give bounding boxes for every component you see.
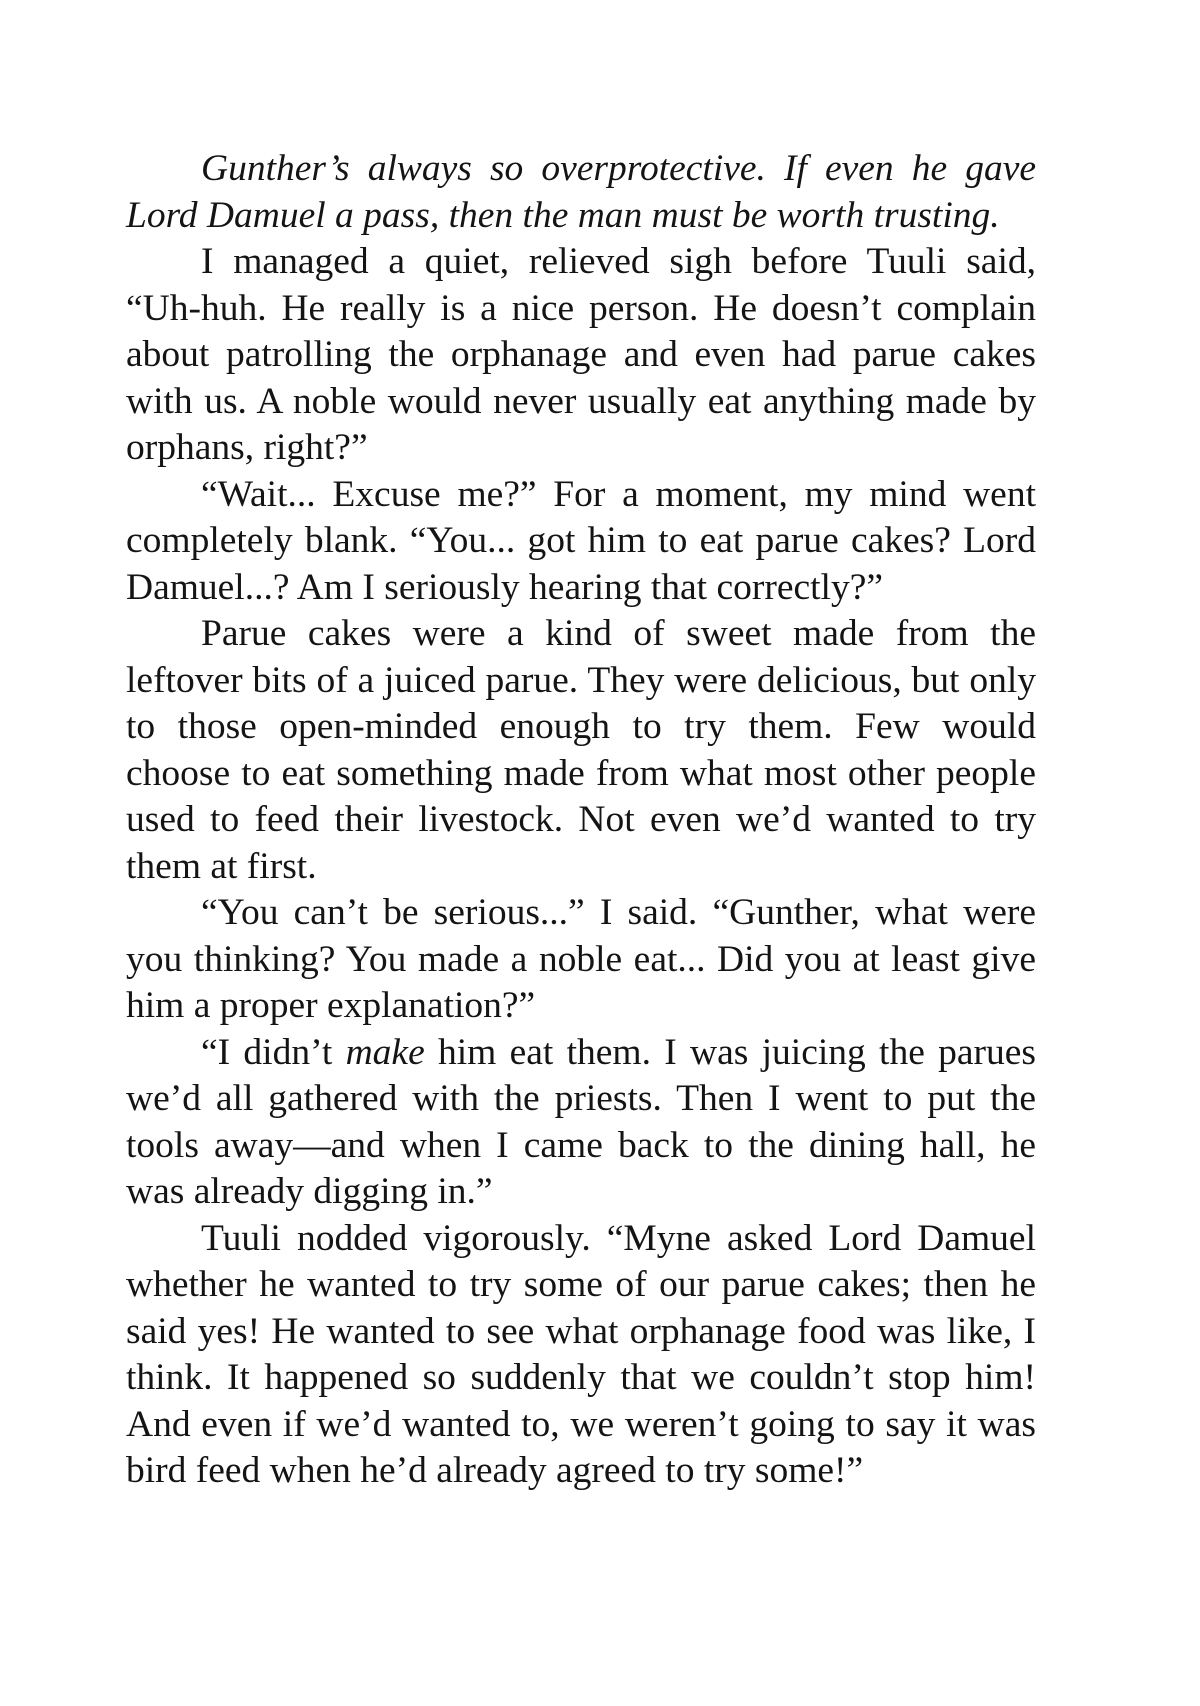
- paragraph-1: [126, 146, 1036, 239]
- paragraph-3: [126, 472, 1036, 612]
- paragraph-7: [126, 1216, 1036, 1495]
- paragraph-text: Tuuli nodded vigorously. “Myne asked Lord Damuel whether he wanted to try some of our parue cakes; then he said yes! He wanted to see what orphanage food was like, I think. It happened so suddenly that we couldn’t stop him! And even if we’d wanted to, we weren’t going to say it was bird feed when he’d already agreed to try some!”: [126, 1217, 1036, 1491]
- paragraph-text: “Wait... Excuse me?” For a moment, my mind went completely blank. “You... got him to eat parue cakes? Lord Damuel...? Am I seriously hearing that correctly?”: [126, 473, 1036, 608]
- paragraph-2: [126, 239, 1036, 472]
- emphasis-text: make: [345, 1031, 425, 1073]
- inner-thought-text: Gunther’s always so overprotective. If even he gave Lord Damuel a pass, then the man must be worth trusting.: [126, 148, 1036, 236]
- paragraph-text: him eat them. I was juicing the parues we’d all gathered with the priests. Then I went to put the tools away—and when I came back to the dining hall, he was already digging in.”: [126, 1031, 1036, 1212]
- paragraph-5: [126, 890, 1036, 1030]
- book-page-body: [126, 146, 1036, 1495]
- paragraph-text: “I didn’t: [201, 1031, 346, 1073]
- paragraph-text: Parue cakes were a kind of sweet made from the leftover bits of a juiced parue. They were delicious, but only to those open-minded enough to try them. Few would choose to eat something made from what most other people used to feed their livestock. Not even we’d wanted to try them at first.: [126, 613, 1036, 887]
- paragraph-4: [126, 611, 1036, 890]
- paragraph-text: I managed a quiet, relieved sigh before Tuuli said, “Uh-huh. He really is a nice person. He doesn’t complain about patrolling the orphanage and even had parue cakes with us. A noble would never usually eat anything made by orphans, right?”: [126, 241, 1036, 468]
- paragraph-6: [126, 1030, 1036, 1216]
- paragraph-text: “You can’t be serious...” I said. “Gunther, what were you thinking? You made a noble eat... Did you at least give him a proper explanation?”: [126, 892, 1036, 1026]
